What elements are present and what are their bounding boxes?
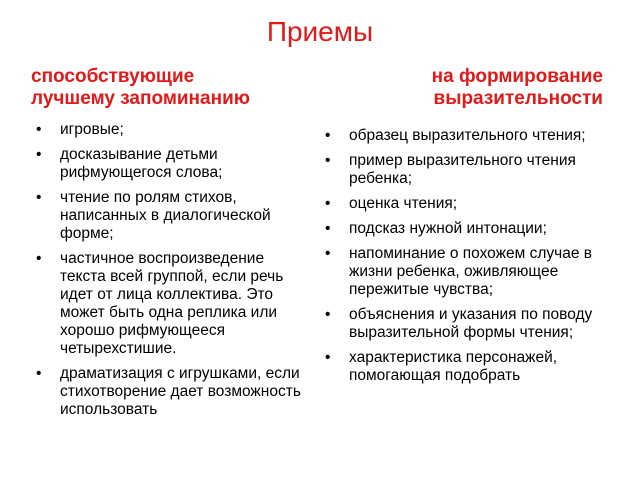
left-bullet-list [36, 121, 306, 426]
bullet-icon: • [325, 349, 331, 366]
list-item-text: напоминание о похожем случае в жизни ребенка, оживляющее пережитые чувства; [349, 245, 592, 298]
list-item [36, 250, 306, 358]
bullet-icon: • [325, 152, 331, 169]
list-item-text: досказывание детьми рифмующегося слова; [60, 146, 223, 181]
list-item [36, 365, 306, 419]
list-item-text: образец выразительного чтения; [349, 127, 586, 144]
left-column-heading [31, 66, 331, 110]
list-item-text: оценка чтения; [349, 195, 458, 212]
list-item [325, 152, 605, 188]
bullet-icon: • [325, 245, 331, 262]
list-item-text: пример выразительного чтения ребенка; [349, 152, 576, 187]
list-item-text: драматизация с игрушками, если стихотворение дает возможность использовать [60, 365, 301, 418]
right-heading-line-2: выразительности [433, 88, 603, 109]
list-item [36, 189, 306, 243]
left-heading-line-1: способствующие [31, 66, 195, 87]
list-item-text: характеристика персонажей, помогающая подобрать [349, 349, 558, 384]
list-item [325, 349, 605, 385]
bullet-icon: • [325, 220, 331, 237]
bullet-icon: • [36, 189, 42, 206]
list-item [325, 306, 605, 342]
left-heading-line-2: лучшему запоминанию [31, 88, 250, 109]
bullet-icon: • [36, 146, 42, 163]
bullet-icon: • [325, 195, 331, 212]
list-item-text: объяснения и указания по поводу выразительной формы чтения; [349, 306, 593, 341]
bullet-icon: • [325, 306, 331, 323]
list-item [36, 121, 306, 139]
list-item-text: частичное воспроизведение текста всей группой, если речь идет от лица коллектива. Это может быть одна реплика или хорошо рифмующееся четырехстишие. [60, 250, 284, 357]
list-item-text: чтение по ролям стихов, написанных в диалогической форме; [60, 189, 271, 242]
list-item [325, 127, 605, 145]
bullet-icon: • [36, 121, 42, 138]
slide-title: Приемы [266, 16, 374, 47]
bullet-icon: • [325, 127, 331, 144]
list-item-text: подсказ нужной интонации; [349, 220, 547, 237]
bullet-icon: • [36, 365, 42, 382]
list-item [325, 245, 605, 299]
bullet-icon: • [36, 250, 42, 267]
right-bullet-list [325, 127, 605, 392]
right-column-heading [303, 66, 603, 110]
list-item [325, 195, 605, 213]
list-item [36, 146, 306, 182]
right-heading-line-1: на формирование [431, 66, 603, 87]
list-item-text: игровые; [60, 121, 124, 138]
list-item [325, 220, 605, 238]
